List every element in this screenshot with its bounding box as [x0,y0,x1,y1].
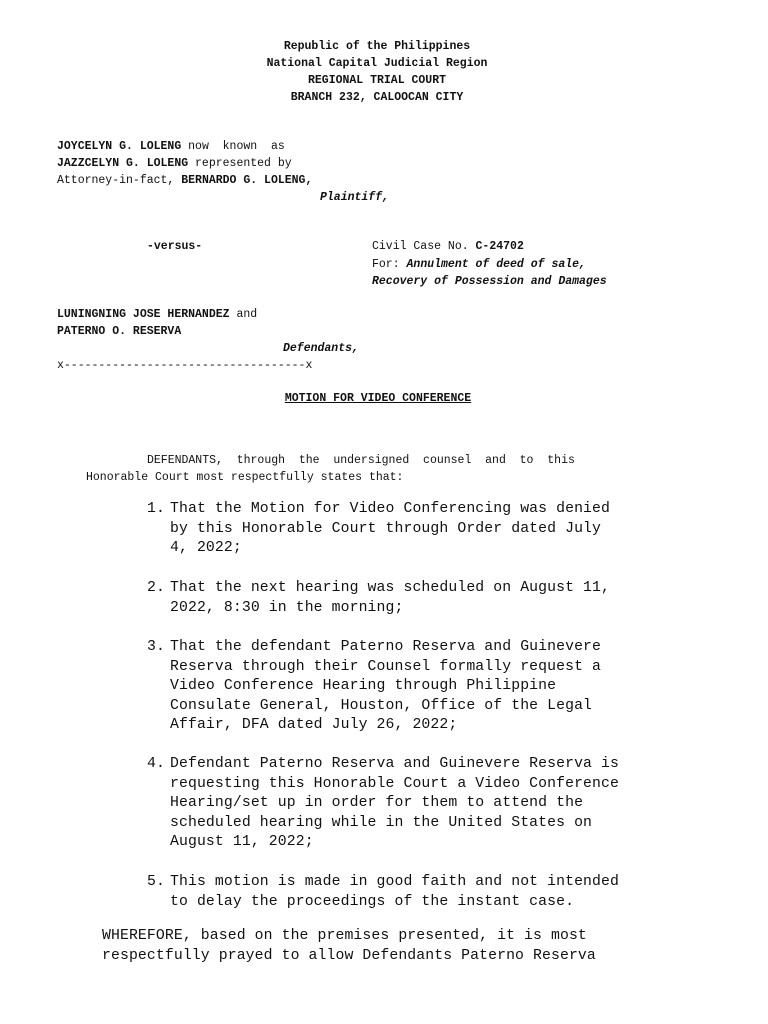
for-cause-1: Annulment of deed of sale, [406,258,586,271]
list-item-5 [147,873,700,912]
plaintiff-known-as: now known as [188,140,285,153]
list-item-line: That the next hearing was scheduled on August 11, [170,580,610,596]
list-item-line: Affair, DFA dated July 26, 2022; [170,717,458,734]
attorney-name: BERNARDO G. LOLENG, [181,174,313,187]
civil-case-label: Civil Case No. [372,240,469,253]
plaintiff-name-1: JOYCELYN G. LOLENG [57,140,182,153]
list-item-line: by this Honorable Court through Order dated July [170,520,602,537]
plaintiff-name-2: JAZZCELYN G. LOLENG [57,157,189,170]
list-item-1 [147,500,700,559]
list-item-line: Reserva through their Counsel formally request a [170,658,602,675]
wherefore-line-1: WHEREFORE, based on the premises presented, it is most [102,928,587,944]
list-item-2 [147,579,700,618]
list-item-number: 4. [147,756,165,772]
list-item-line: scheduled hearing while in the United States on [170,814,593,831]
for-line [372,256,586,273]
header-branch: BRANCH 232, CALOOCAN CITY [290,91,464,104]
list-item-line: This motion is made in good faith and not intended [170,874,619,890]
intro-line-2: Honorable Court most respectfully states that: [86,471,404,484]
list-item-number: 1. [147,501,165,517]
list-item-line: to delay the proceedings of the instant case. [170,893,575,910]
list-item-line: Defendant Paterno Reserva and Guinevere Reserva is [170,756,619,772]
attorney-prefix: Attorney-in-fact, [57,174,175,187]
for-cause-2: Recovery of Possession and Damages [372,275,607,288]
plaintiff-role: Plaintiff, [320,191,390,204]
caption-separator: x-----------------------------------x [57,359,313,372]
defendant-name-2: PATERNO O. RESERVA [57,325,182,338]
list-item-4 [147,755,700,853]
defendants-line-1 [57,306,257,323]
list-item-line: August 11, 2022; [170,834,314,851]
header-republic: Republic of the Philippines [283,40,471,53]
wherefore-line-2: respectfully prayed to allow Defendants Paterno Reserva [102,948,596,964]
plaintiff-line-1 [57,138,285,155]
list-item-line: That the Motion for Video Conferencing was denied [170,501,610,517]
for-label: For: [372,258,400,271]
header-region: National Capital Judicial Region [266,57,488,70]
list-item-number: 2. [147,580,165,596]
defendants-and: and [236,308,258,321]
list-item-3 [147,638,700,736]
court-header [0,38,754,106]
plaintiff-line-3 [57,172,312,189]
motion-title: MOTION FOR VIDEO CONFERENCE [284,392,472,405]
list-item-line: 4, 2022; [170,540,242,557]
list-item-number: 5. [147,874,165,890]
defendants-role: Defendants, [283,342,359,355]
header-court: REGIONAL TRIAL COURT [307,74,447,87]
list-item-line: Video Conference Hearing through Philippine [170,678,557,695]
list-item-line: Consulate General, Houston, Office of the Legal [170,697,593,714]
plaintiff-represented-by: represented by [195,157,292,170]
list-item-line: Hearing/set up in order for them to attend the [170,795,584,812]
intro-line-1: DEFENDANTS, through the undersigned counsel and to this [147,454,575,467]
versus-label: -versus- [147,240,203,253]
defendant-name-1: LUNINGNING JOSE HERNANDEZ [57,308,230,321]
plaintiff-line-2 [57,155,292,172]
civil-case-number: C-24702 [475,240,524,253]
list-item-line: That the defendant Paterno Reserva and Guinevere [170,639,602,655]
civil-case-line [372,238,524,255]
list-item-line: 2022, 8:30 in the morning; [170,599,404,616]
list-item-line: requesting this Honorable Court a Video Conference [170,775,619,792]
list-item-number: 3. [147,639,165,655]
